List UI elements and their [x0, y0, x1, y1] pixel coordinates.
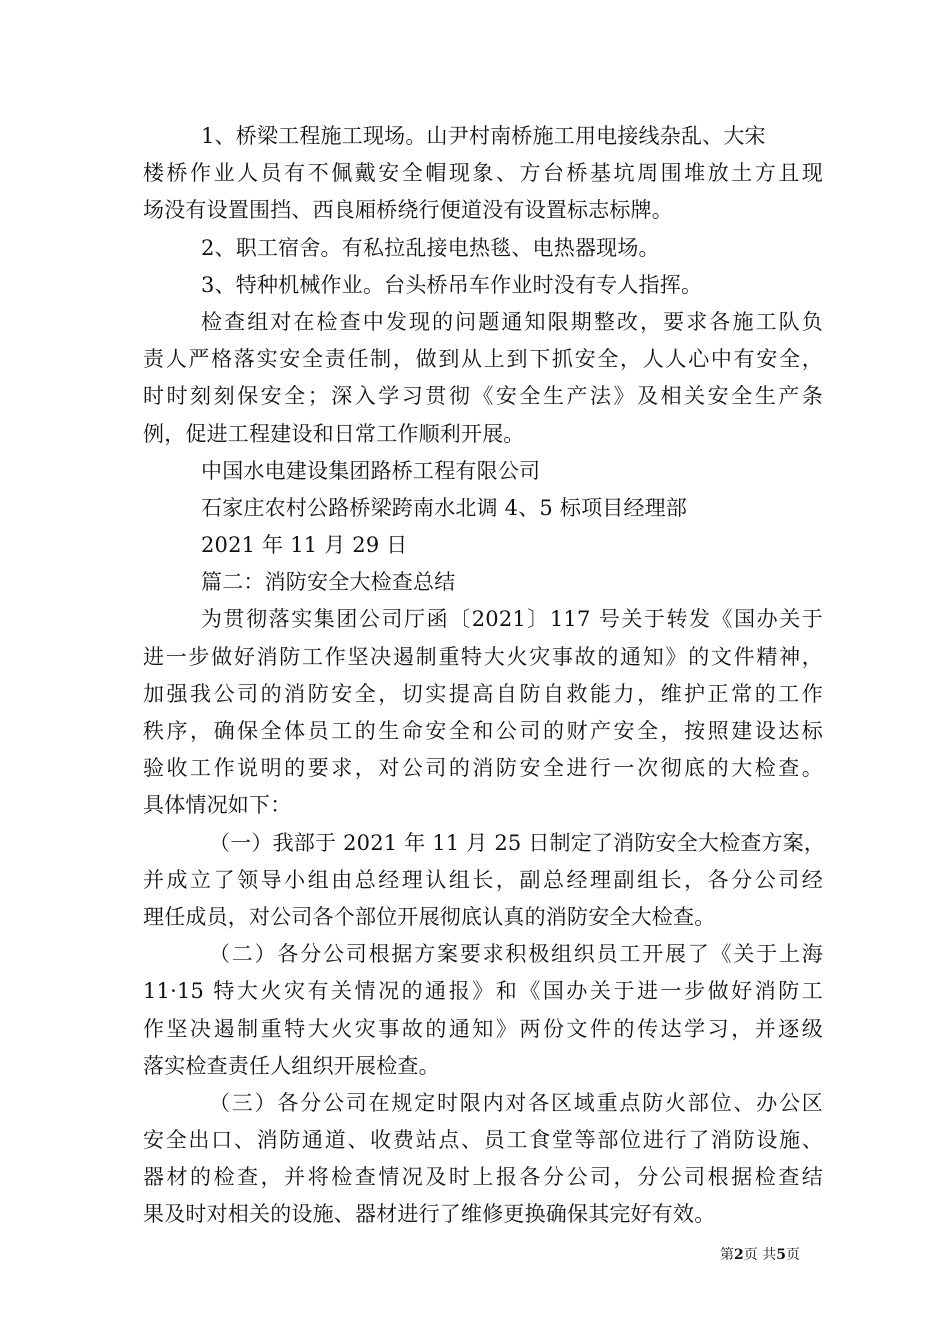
text-line: 验收工作说明的要求，对公司的消防安全进行一次彻底的大检查。 — [143, 756, 823, 781]
text-line: 秩序，确保全体员工的生命安全和公司的财产安全，按照建设达标 — [143, 719, 823, 743]
text-line: 场没有设置围挡、西良厢桥绕行便道没有设置标志标牌。 — [143, 198, 673, 223]
footer-prefix: 第 — [720, 1247, 735, 1263]
text-line: 果及时对相关的设施、器材进行了维修更换确保其完好有效。 — [143, 1202, 716, 1227]
text-line: 时时刻刻保安全；深入学习贯彻《安全生产法》及相关安全生产条 — [143, 384, 823, 409]
text-line: 例，促进工程建设和日常工作顺利开展。 — [143, 421, 525, 446]
department-name: 石家庄农村公路桥梁跨南水北调 4、5 标项目经理部 — [201, 495, 688, 520]
text-line: 3、特种机械作业。台头桥吊车作业时没有专人指挥。 — [201, 272, 703, 297]
text-line: 楼桥作业人员有不佩戴安全帽现象、方台桥基坑周围堆放土方且现 — [143, 161, 823, 186]
document-date: 2021 年 11 月 29 日 — [201, 533, 408, 558]
text-line: 责人严格落实安全责任制，做到从上到下抓安全，人人心中有安全， — [143, 347, 823, 372]
text-line: 2、职工宿舍。有私拉乱接电热毯、电热器现场。 — [201, 235, 660, 260]
text-line: 具体情况如下： — [143, 793, 292, 818]
text-line: （三）各分公司在规定时限内对各区域重点防火部位、办公区 — [209, 1090, 823, 1115]
text-line: 检查组对在检查中发现的问题通知限期整改，要求各施工队负 — [201, 309, 823, 334]
text-line: 理任成员，对公司各个部位开展彻底认真的消防安全大检查。 — [143, 904, 716, 929]
total-page-number: 5 — [776, 1247, 786, 1263]
page-footer — [720, 1246, 800, 1264]
text-line: （二）各分公司根据方案要求积极组织员工开展了《关于上海 — [209, 942, 823, 967]
section-heading: 篇二：消防安全大检查总结 — [201, 570, 456, 595]
text-line: 加强我公司的消防安全，切实提高自防自救能力，维护正常的工作 — [143, 681, 823, 706]
company-name: 中国水电建设集团路桥工程有限公司 — [201, 458, 541, 483]
footer-suffix: 页 — [786, 1247, 800, 1263]
text-line: 落实检查责任人组织开展检查。 — [143, 1053, 440, 1078]
text-line: 器材的检查，并将检查情况及时上报各分公司，分公司根据检查结 — [143, 1165, 823, 1190]
text-line: 为贯彻落实集团公司厅函〔2021〕117 号关于转发《国办关于 — [201, 607, 823, 632]
footer-middle: 页 共 — [743, 1247, 777, 1263]
current-page-number: 2 — [734, 1247, 744, 1263]
text-line: 1、桥梁工程施工现场。山尹村南桥施工用电接线杂乱、大宋 — [201, 124, 766, 148]
text-line: （一）我部于 2021 年 11 月 25 日制定了消防安全大检查方案， — [209, 830, 826, 855]
text-line: 11·15 特大火灾有关情况的通报》和《国办关于进一步做好消防工 — [143, 979, 823, 1004]
text-line: 作坚决遏制重特大火灾事故的通知》两份文件的传达学习，并逐级 — [143, 1016, 823, 1041]
text-line: 进一步做好消防工作坚决遏制重特大火灾事故的通知》的文件精神， — [143, 644, 823, 669]
text-line: 安全出口、消防通道、收费站点、员工食堂等部位进行了消防设施、 — [143, 1128, 823, 1153]
text-line: 并成立了领导小组由总经理认组长，副总经理副组长，各分公司经 — [143, 867, 823, 892]
document-body — [143, 118, 826, 1234]
